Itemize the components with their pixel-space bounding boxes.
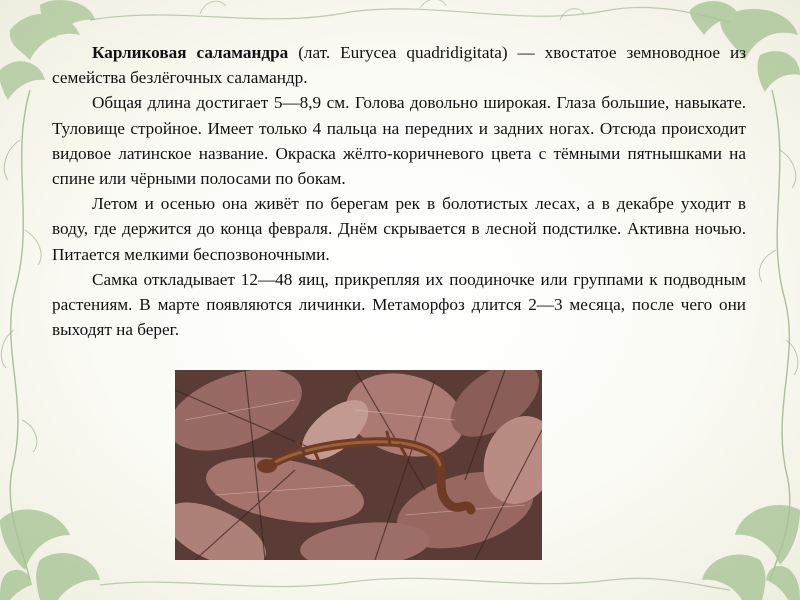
top-vine — [90, 7, 730, 22]
salamander-photo — [175, 370, 542, 560]
paragraph-reproduction: Самка откладывает 12—48 яиц, прикрепляя их поодиночке или группами к подводным растениям. В марте появляются личинки. Метаморфоз длится 2—3 месяца, после чего они выходят на берег. — [52, 269, 746, 340]
paragraph-intro — [52, 40, 746, 90]
species-name: Карликовая саламандра — [92, 43, 289, 62]
article-text — [52, 40, 746, 342]
leaf-cluster-bottom-right-icon — [702, 505, 800, 600]
intro-text: (лат. Eurycea quadridigitata) — хвостатое земноводное из семейства безлёгочных саламандр. — [52, 43, 746, 88]
left-vine — [10, 90, 30, 580]
bottom-vine — [100, 578, 730, 590]
paragraph-habitat: Летом и осенью она живёт по берегам рек в болотистых лесах, а в декабре уходит в воду, где держится до конца февраля. Днём скрывается в лесной подстилке. Активна ночью. Питается мелкими беспозвоночными. — [52, 194, 746, 264]
salamander-on-leaves-image — [175, 370, 542, 560]
leaf-cluster-bottom-left-icon — [0, 509, 100, 600]
paragraph-description: Общая длина достигает 5—8,9 см. Голова довольно широкая. Глаза большие, навыкате. Туловище стройное. Имеет только 4 пальца на передних и задних ногах. Отсюда происходит видовое латинское название. Окраска жёлто-коричневого цвета с тёмными пятнышками на спине или чёрными полосами по бокам. — [52, 93, 746, 189]
